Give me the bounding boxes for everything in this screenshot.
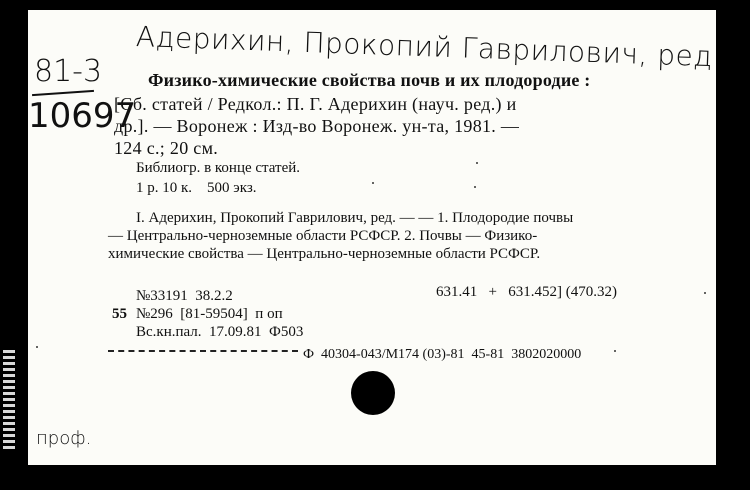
card-classification-right: 631.41 + 631.452] (470.32) xyxy=(436,284,617,300)
film-edge-marks xyxy=(3,350,15,450)
card-tracing-line2: — Центрально-черноземные области РСФСР. 2. Почвы — Физико- xyxy=(108,228,538,244)
card-tracing-line3: химические свойства — Центрально-черноземные области РСФСР. xyxy=(108,246,541,262)
handwritten-author-note: Адерихин, Прокопий Гаврилович, ред xyxy=(135,20,714,74)
speck xyxy=(704,292,706,294)
punch-hole xyxy=(351,371,395,415)
speck xyxy=(36,346,38,348)
catalog-card xyxy=(28,10,716,465)
call-number-top: 81-3 xyxy=(34,54,103,89)
dashed-rule xyxy=(108,350,298,352)
card-price: 1 р. 10 к. 500 экз. xyxy=(136,180,257,196)
card-registration: №296 [81-59504] п оп xyxy=(136,306,283,322)
card-publisher-line: др.]. — Воронеж : Изд-во Воронеж. ун-та, 1981. — xyxy=(114,116,520,136)
handwritten-bottom-note: проф. xyxy=(36,428,92,449)
card-bibliography-note: Библиогр. в конце статей. xyxy=(136,160,301,176)
card-vs-date: Вс.кн.пал. 17.09.81 Ф503 xyxy=(136,324,304,340)
call-number-bottom: 10697 xyxy=(28,96,137,136)
card-tracing-line1: I. Адерихин, Прокопий Гаврилович, ред. — — 1. Плодородие почвы xyxy=(136,210,574,226)
card-title: Физико-химические свойства почв и их плодородие : xyxy=(148,70,591,90)
card-pages-line: 124 с.; 20 см. xyxy=(114,138,219,158)
speck xyxy=(614,350,616,352)
speck xyxy=(476,162,478,164)
card-number-55: 55 xyxy=(112,306,127,322)
card-editors-line: [Сб. статей / Редкол.: П. Г. Адерихин (науч. ред.) и xyxy=(114,94,517,114)
speck xyxy=(372,182,374,184)
speck xyxy=(474,186,476,188)
card-classification-left: №33191 38.2.2 xyxy=(136,288,233,304)
card-f-code: Ф 40304-043/М174 (03)-81 45-81 3802020000 xyxy=(303,347,582,362)
